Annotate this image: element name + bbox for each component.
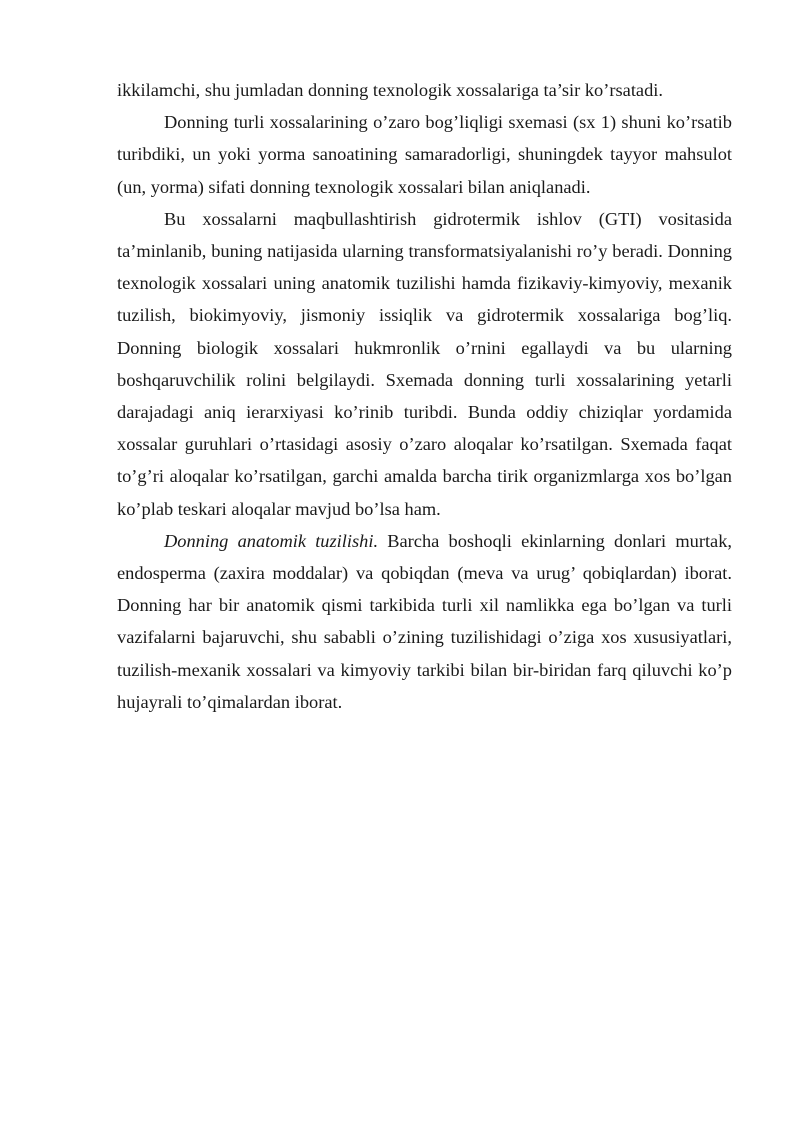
paragraph-3-text: Bu xossalarni maqbullashtirish gidrotermik ishlov (GTI) vositasida ta’minlanib, buning natijasida ularning transformatsiyalanishi ro’y beradi. Donning texnologik xossalari uning anatomik tuzilishi hamda fizikaviy-kimyoviy, mexanik tuzilish, biokimyoviy, jismoniy issiqlik va gidrotermik xossalariga bog’liq. Donning biologik xossalari hukmronlik o’rnini egallaydi va bu ularning boshqaruvchilik rolini belgilaydi. Sxemada donning turli xossalarining yetarli darajadagi aniq ierarxiyasi ko’rinib turibdi. Bunda oddiy chiziqlar yordamida xossalar guruhlari o’rtasidagi asosiy o’zaro aloqalar ko’rsatilgan. Sxemada faqat to’g’ri aloqalar ko’rsatilgan, garchi amalda barcha tirik organizmlarga xos bo’lgan ko’plab teskari aloqalar mavjud bo’lsa ham. [117, 208, 732, 519]
paragraph-4-text: Barcha boshoqli ekinlarning donlari murtak, endosperma (zaxira moddalar) va qobiqdan (meva va urug’ qobiqlardan) iborat. Donning har bir anatomik qismi tarkibida turli xil namlikka ega bo’lgan va turli vazifalarni bajaruvchi, shu sababli o’zining tuzilishidagi o’ziga xos xususiyatlari, tuzilish-mexanik xossalari va kimyoviy tarkibi bilan bir-biridan farq qiluvchi ko’p hujayrali to’qimalardan iborat. [117, 530, 733, 712]
paragraph-1-text: ikkilamchi, shu jumladan donning texnologik xossalariga ta’sir ko’rsatadi. [117, 80, 663, 100]
paragraph-2-text: Donning turli xossalarining o’zaro bog’liqligi sxemasi (sx 1) shuni ko’rsatib turibdiki, un yoki yorma sanoatining samaradorligi, shuningdek tayyor mahsulot (un, yorma) sifati donning texnologik xossalari bilan aniqlanadi. [117, 112, 732, 197]
paragraph-3 [117, 203, 732, 525]
paragraph-1 [117, 74, 732, 106]
section-lead-italic: Donning anatomik tuzilishi. [164, 530, 379, 551]
paragraph-2 [117, 106, 732, 203]
text-body [117, 74, 732, 718]
paragraph-4 [117, 525, 732, 718]
